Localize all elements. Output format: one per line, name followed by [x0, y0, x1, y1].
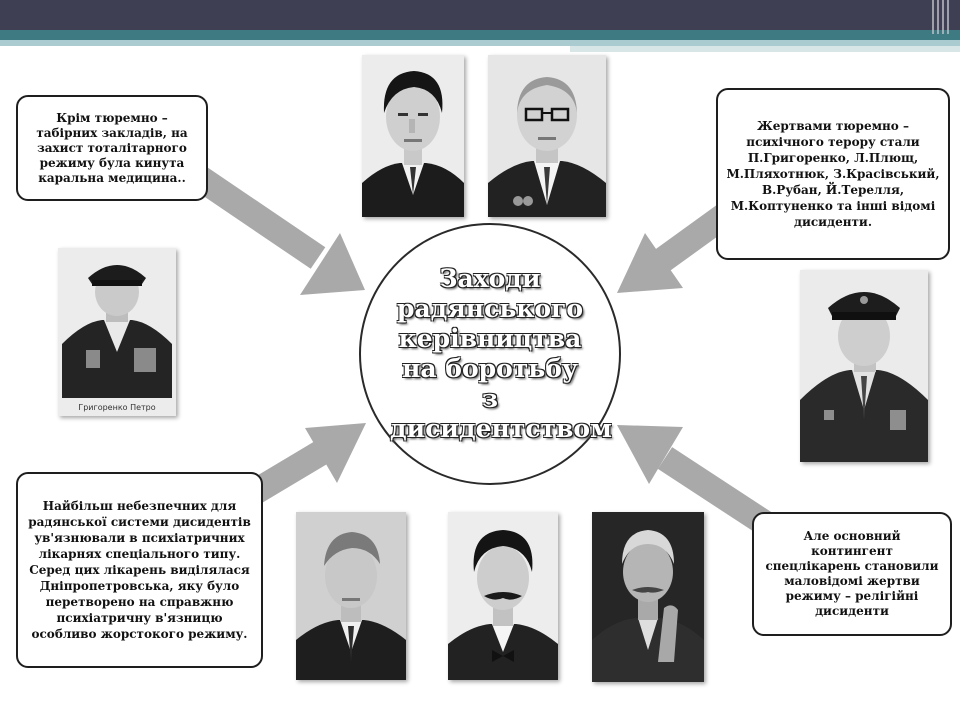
portrait-photo-top-left — [362, 55, 464, 217]
portrait-photo-officer — [800, 270, 928, 462]
portrait-photo-bottom-right — [592, 512, 704, 682]
text-box-bottom-right-text: Але основний контингент спецлікарень становили маловідомі жертви режиму – релігійні дисиденти — [765, 529, 939, 618]
arrow-top-left — [200, 178, 365, 295]
arrow-bottom-left — [255, 423, 366, 492]
text-box-bottom-right — [752, 512, 952, 636]
portrait-photo-bottom-left — [296, 512, 406, 680]
grigorenko-portrait-image — [58, 248, 176, 398]
text-box-top-right-text: Жертвами тюремно – психічного терору стали П.Григоренко, Л.Плющ, М.Пляхотнюк, З.Красівський, В.Рубан, Й.Терелля, М.Коптуненко та інші відомі дисиденти. — [726, 119, 940, 229]
central-topic-title: Заходи радянського керівництва на боротьбу з дисидентством — [390, 264, 612, 443]
photo-caption: Григоренко Петро — [78, 403, 156, 412]
text-box-top-left — [16, 95, 208, 201]
text-box-bottom-left — [16, 472, 263, 668]
text-box-top-right — [716, 88, 950, 260]
text-box-bottom-left-text: Найбільш небезпечних для радянської системи дисидентів ув'язнювали в психіатричних лікарнях спеціального типу. Серед цих лікарень виділялася Дніпропетровська, яку було перетворено на справжню психіатричну в'язницю особливо жорстокого режиму. — [28, 499, 251, 641]
arrow-top-right — [617, 215, 725, 293]
portrait-photo-grigorenko — [58, 248, 176, 416]
central-topic-circle — [359, 223, 621, 485]
text-box-top-left-text: Крім тюремно – табірних закладів, на захист тоталітарного режиму була кинута каральна медицина.. — [36, 110, 188, 185]
portrait-photo-bottom-center — [448, 512, 558, 680]
portrait-photo-top-right — [488, 55, 606, 217]
